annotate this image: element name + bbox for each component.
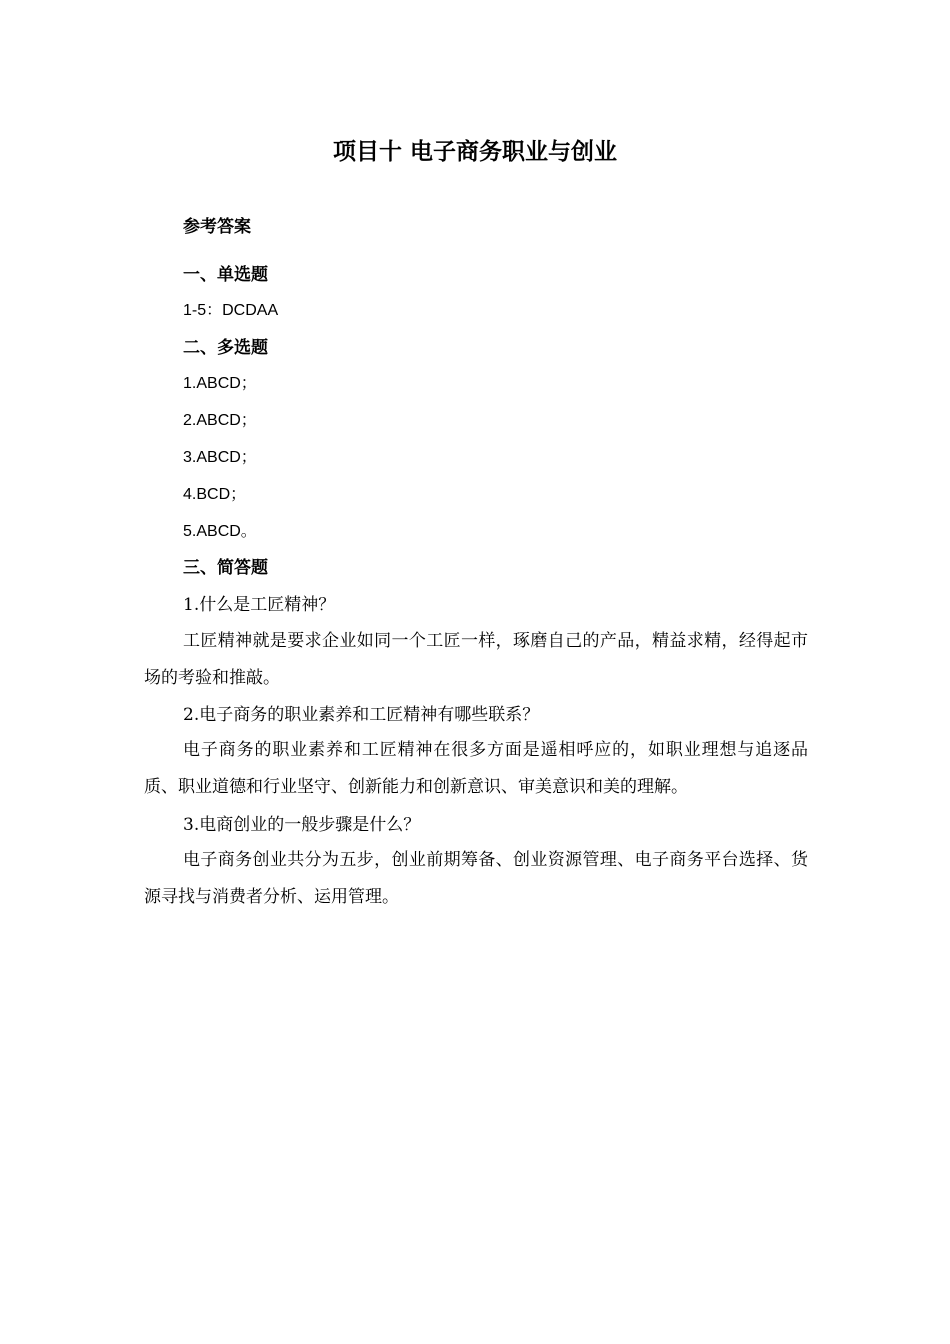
multiple-choice-answer-5: 5.ABCD。 <box>183 523 257 540</box>
multiple-choice-answer-3: 3.ABCD； <box>183 449 257 466</box>
section-heading-single-choice: 一、单选题 <box>183 265 268 285</box>
single-choice-answers: 1-5：DCDAA <box>183 302 279 319</box>
short-answer-question-2: 2.电子商务的职业素养和工匠精神有哪些联系？ <box>183 705 540 725</box>
short-answer-question-1: 1.什么是工匠精神？ <box>183 595 336 615</box>
answer-key-heading: 参考答案 <box>183 217 251 237</box>
short-answer-answer-3: 电子商务创业共分为五步，创业前期筹备、创业资源管理、电子商务平台选择、货源寻找与消费者分析、运用管理。 <box>144 850 808 907</box>
multiple-choice-answer-4: 4.BCD； <box>183 486 247 503</box>
section-heading-short-answer: 三、简答题 <box>183 558 268 578</box>
document-title: 项目十 电子商务职业与创业 <box>332 139 617 165</box>
short-answer-answer-1: 工匠精神就是要求企业如同一个工匠一样，琢磨自己的产品，精益求精，经得起市场的考验和推敲。 <box>144 631 808 688</box>
section-heading-multiple-choice: 二、多选题 <box>183 338 268 358</box>
multiple-choice-answer-2: 2.ABCD； <box>183 412 257 429</box>
multiple-choice-answer-1: 1.ABCD； <box>183 375 257 392</box>
short-answer-answer-2: 电子商务的职业素养和工匠精神在很多方面是遥相呼应的，如职业理想与追逐品质、职业道德和行业坚守、创新能力和创新意识、审美意识和美的理解。 <box>144 740 808 797</box>
short-answer-question-3: 3.电商创业的一般步骤是什么？ <box>183 815 421 835</box>
